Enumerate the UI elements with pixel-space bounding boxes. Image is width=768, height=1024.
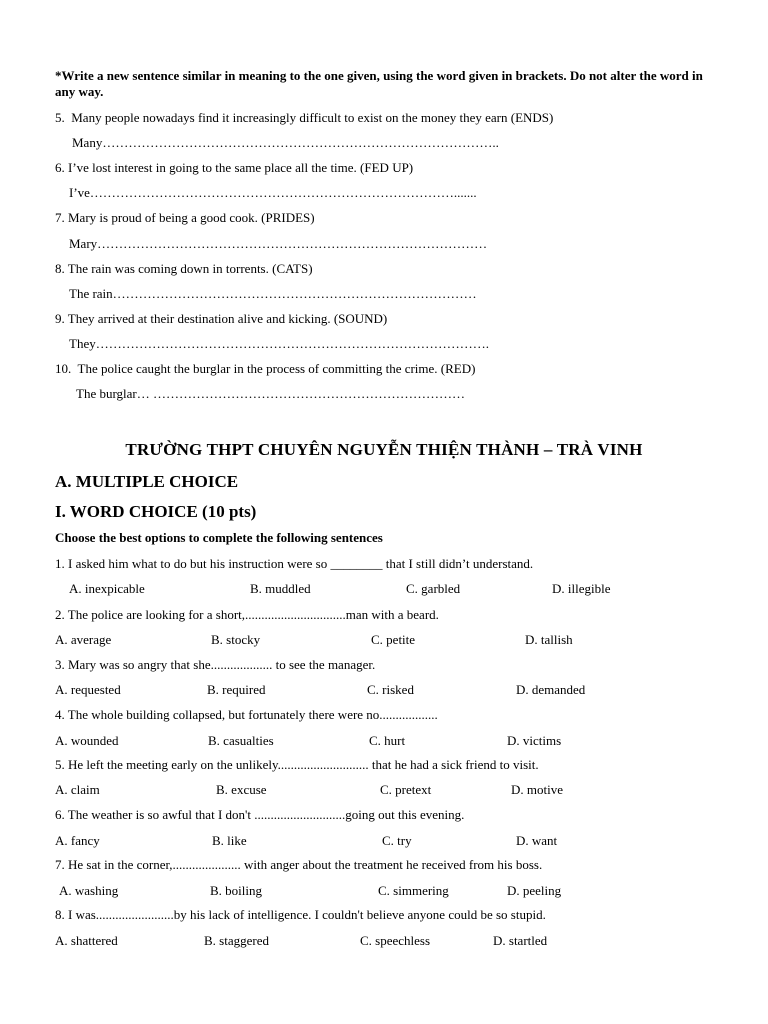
q1-option-a: A. inexpicable [69,581,145,596]
q4-option-a: A. wounded [55,733,119,748]
question-8: 8. I was........................by his lack of intelligence. I couldn't believe anyone could be so stupid. [55,907,546,922]
choose-instruction: Choose the best options to complete the following sentences [55,530,383,545]
q8-option-d: D. startled [493,933,548,948]
q3-option-b: B. required [207,682,266,697]
section-i-heading: I. WORD CHOICE (10 pts) [55,502,257,521]
q3-option-d: D. demanded [516,682,586,697]
question-2: 2. The police are looking for a short,...............................man with a beard. [55,607,439,622]
question-7: 7. He sat in the corner,..................... with anger about the treatment he received from his boss. [55,857,543,872]
q7-option-c: C. simmering [378,883,449,898]
q7-option-b: B. boiling [210,883,263,898]
q6-option-c: C. try [382,833,412,848]
question-5: 5. He left the meeting early on the unlikely............................ that he had a sick friend to visit. [55,757,539,772]
rewrite-prompt-8: 8. The rain was coming down in torrents. (CATS) [55,261,313,276]
q2-option-d: D. tallish [525,632,573,647]
rewrite-answer-6: I’ve…………………………………………………………………………....... [69,185,477,200]
question-6: 6. The weather is so awful that I don't ............................going out this evening. [55,807,465,822]
section-a-heading: A. MULTIPLE CHOICE [55,472,239,491]
q5-option-d: D. motive [511,782,563,797]
q3-option-a: A. requested [55,682,121,697]
q4-option-c: C. hurt [369,733,406,748]
q1-option-d: D. illegible [552,581,611,596]
q6-option-b: B. like [212,833,247,848]
q1-option-c: C. garbled [406,581,461,596]
q7-option-a: A. washing [59,883,119,898]
rewrite-answer-9: They………………………………………………………………………………. [69,336,489,351]
q5-option-c: C. pretext [380,782,432,797]
rewrite-prompt-6: 6. I’ve lost interest in going to the same place all the time. (FED UP) [55,160,414,175]
rewrite-answer-7: Mary……………………………………………………………………………… [69,236,488,251]
rewrite-answer-8: The rain………………………………………………………………………… [69,286,477,301]
school-title: TRƯỜNG THPT CHUYÊN NGUYỄN THIỆN THÀNH – TRÀ VINH [125,440,643,459]
q2-option-c: C. petite [371,632,416,647]
rewrite-prompt-5: 5. Many people nowadays find it increasingly difficult to exist on the money they earn (ENDS) [55,110,554,125]
q4-option-d: D. victims [507,733,562,748]
question-3: 3. Mary was so angry that she................... to see the manager. [55,657,376,672]
rewrite-instruction: *Write a new sentence similar in meaning to the one given, using the word given in brackets. Do not alter the word in any way. [55,68,703,99]
q5-option-a: A. claim [55,782,100,797]
q3-option-c: C. risked [367,682,414,697]
rewrite-prompt-10: 10. The police caught the burglar in the process of committing the crime. (RED) [55,361,476,376]
q8-option-c: C. speechless [360,933,431,948]
q6-option-a: A. fancy [55,833,100,848]
rewrite-prompt-7: 7. Mary is proud of being a good cook. (PRIDES) [55,210,315,225]
q4-option-b: B. casualties [208,733,274,748]
q2-option-b: B. stocky [211,632,261,647]
q7-option-d: D. peeling [507,883,562,898]
question-1: 1. I asked him what to do but his instruction were so ________ that I still didn’t understand. [55,556,534,571]
q8-option-a: A. shattered [55,933,118,948]
rewrite-answer-5: Many……………………………………………………………………………….. [72,135,499,150]
q8-option-b: B. staggered [204,933,269,948]
q2-option-a: A. average [55,632,112,647]
q5-option-b: B. excuse [216,782,267,797]
rewrite-answer-10: The burglar… ……………………………………………………………… [76,386,466,401]
q1-option-b: B. muddled [250,581,311,596]
question-4: 4. The whole building collapsed, but fortunately there were no.................. [55,707,438,722]
rewrite-prompt-9: 9. They arrived at their destination alive and kicking. (SOUND) [55,311,388,326]
q6-option-d: D. want [516,833,558,848]
